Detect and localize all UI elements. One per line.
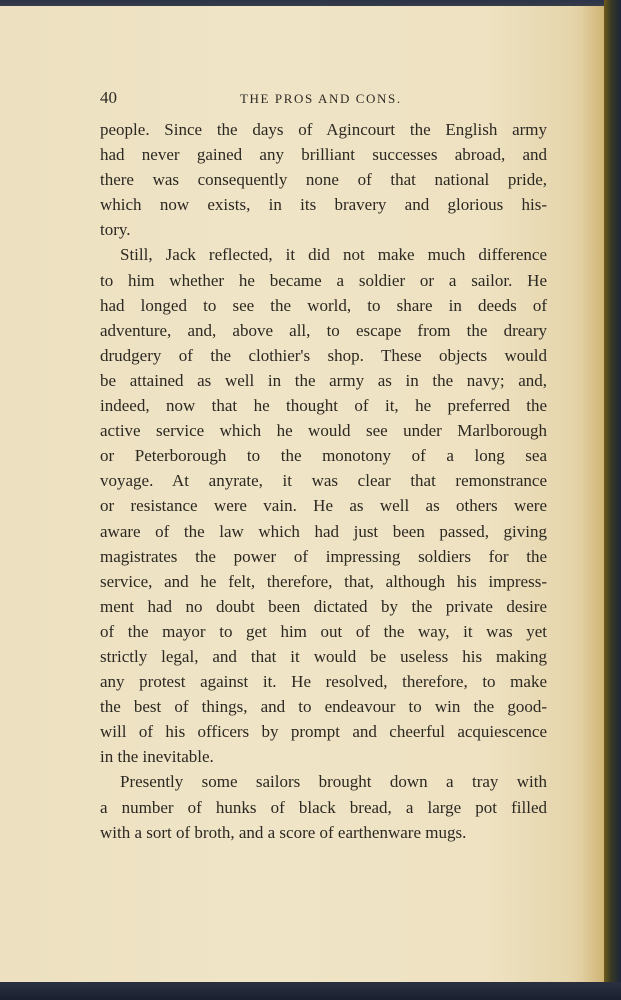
text-line: voyage. At anyrate, it was clear that remonstrance	[100, 471, 547, 491]
page-number: 40	[100, 88, 117, 107]
text-line: service, and he felt, therefore, that, although his impress-	[100, 571, 547, 591]
book-cover-edge	[604, 0, 621, 1000]
text-line: a number of hunks of black bread, a large pot filled	[100, 797, 547, 817]
text-line: ment had no doubt been dictated by the private desire	[100, 596, 547, 616]
text-line: in the inevitable.	[100, 747, 214, 767]
text-line: will of his officers by prompt and cheerful acquiescence	[100, 722, 547, 742]
paragraph	[100, 117, 547, 242]
text-line: any protest against it. He resolved, therefore, to make	[100, 672, 547, 692]
text-line: tory.	[100, 220, 131, 240]
text-line: had never gained any brilliant successes abroad, and	[100, 145, 547, 165]
text-line: adventure, and, above all, to escape from the dreary	[100, 320, 547, 340]
page-gutter-shadow	[582, 6, 604, 986]
text-line: drudgery of the clothier's shop. These objects would	[100, 345, 547, 365]
text-line: active service which he would see under Marlborough	[100, 421, 547, 441]
text-line: or Peterborough to the monotony of a long sea	[100, 446, 547, 466]
text-line: had longed to see the world, to share in deeds of	[100, 295, 547, 315]
text-line: be attained as well in the army as in the navy; and,	[100, 370, 547, 390]
text-line: there was consequently none of that national pride,	[100, 170, 547, 190]
body-text	[100, 117, 547, 845]
text-line: of the mayor to get him out of the way, it was yet	[100, 621, 547, 641]
text-line: Presently some sailors brought down a tray with	[120, 772, 547, 792]
paragraph	[100, 769, 547, 844]
text-line: or resistance were vain. He as well as others were	[100, 496, 547, 516]
paragraph	[100, 242, 547, 769]
text-line: strictly legal, and that it would be useless his making	[100, 646, 547, 666]
text-line: to him whether he became a soldier or a sailor. He	[100, 270, 547, 290]
page-header	[100, 88, 547, 112]
text-line: Still, Jack reflected, it did not make much difference	[120, 245, 547, 265]
text-line: which now exists, in its bravery and glorious his-	[100, 195, 547, 215]
text-line: magistrates the power of impressing soldiers for the	[100, 546, 547, 566]
text-line: indeed, now that he thought of it, he preferred the	[100, 396, 547, 416]
text-line: aware of the law which had just been passed, giving	[100, 521, 547, 541]
bottom-scan-edge	[0, 982, 621, 1000]
text-line: the best of things, and to endeavour to win the good-	[100, 697, 547, 717]
text-line: with a sort of broth, and a score of earthenware mugs.	[100, 822, 467, 842]
running-head: THE PROS AND CONS.	[240, 91, 402, 106]
text-line: people. Since the days of Agincourt the English army	[100, 120, 547, 139]
